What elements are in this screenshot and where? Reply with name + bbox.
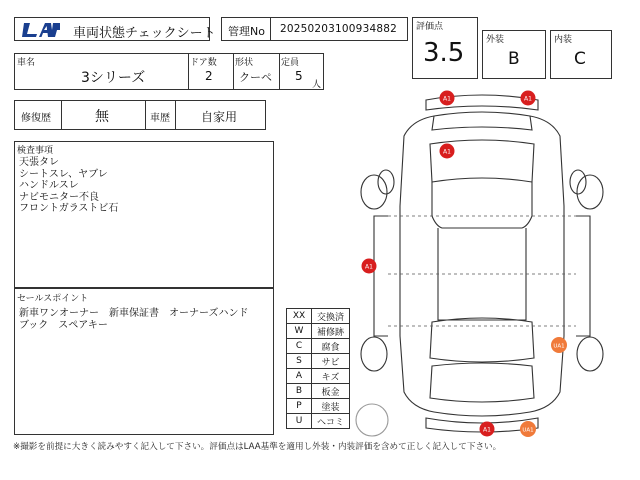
legend-code: S <box>287 354 312 369</box>
body-type-label: 形状 <box>235 58 254 68</box>
management-label: 管理No <box>228 25 265 38</box>
inspection-item: 天張タレ <box>19 157 59 168</box>
damage-marker <box>480 422 495 437</box>
legend-label: 板金 <box>312 384 350 399</box>
legend-label: ヘコミ <box>312 414 350 429</box>
sales-points-title: セールスポイント <box>17 294 89 304</box>
usage-value: 自家用 <box>201 110 238 124</box>
legend-label: キズ <box>312 369 350 384</box>
damage-marker <box>551 337 567 353</box>
body-type-value: クーペ <box>239 71 272 84</box>
score-value: 3.5 <box>423 38 465 68</box>
legend-code: A <box>287 369 312 384</box>
inspection-item: ハンドルスレ <box>19 180 79 191</box>
svg-text:A1: A1 <box>524 95 532 103</box>
svg-text:A1: A1 <box>443 95 451 103</box>
legend-code: XX <box>287 309 312 324</box>
inspection-item: シートスレ、ヤブレ <box>19 168 108 180</box>
capacity-label: 定員 <box>281 58 300 68</box>
inspection-item: ナビモニター不良 <box>19 191 99 203</box>
svg-text:UA1: UA1 <box>553 343 565 350</box>
legend-label: サビ <box>312 354 350 369</box>
repair-label: 修復歴 <box>21 113 51 124</box>
footer-note: ※撮影を前提に大きく読みやすく記入して下さい。評価点はLAA基準を適用し外装・内装評価を含めて正しく記入して下さい。 <box>13 442 502 452</box>
legend-code: B <box>287 384 312 399</box>
inspection-item: フロントガラストビ石 <box>19 203 119 214</box>
management-number: 20250203100934882 <box>280 23 397 35</box>
doors-value: 2 <box>205 69 213 83</box>
svg-text:A1: A1 <box>483 426 491 434</box>
inspection-title: 検査事項 <box>17 146 54 156</box>
exterior-value: B <box>508 49 520 69</box>
interior-label: 内装 <box>554 35 573 45</box>
legend-label: 補修跡 <box>312 324 350 339</box>
damage-marker <box>362 259 377 274</box>
capacity-unit: 人 <box>312 80 322 90</box>
usage-label: 車歴 <box>150 113 170 124</box>
damage-marker <box>521 91 536 106</box>
doors-label: ドア数 <box>190 58 217 68</box>
damage-marker <box>440 91 455 106</box>
sales-points-line: 新車ワンオーナー 新車保証書 オーナーズハンド <box>19 308 249 319</box>
score-label: 評価点 <box>416 22 444 32</box>
capacity-value: 5 <box>295 69 303 83</box>
interior-value: C <box>574 49 586 69</box>
car-name-value: 3シリーズ <box>81 70 146 86</box>
svg-text:A1: A1 <box>365 263 373 271</box>
legend-code: U <box>287 414 312 429</box>
svg-text:UA1: UA1 <box>522 427 534 434</box>
legend-label: 塗装 <box>312 399 350 414</box>
svg-text:A1: A1 <box>443 148 451 156</box>
sales-points-line: ブック スペアキー <box>19 320 108 331</box>
legend-code: W <box>287 324 312 339</box>
repair-value: 無 <box>95 109 109 125</box>
sheet-title: 車両状態チェックシート <box>73 26 216 41</box>
damage-marker <box>520 421 536 437</box>
exterior-label: 外装 <box>486 35 505 45</box>
damage-marker <box>440 144 455 159</box>
legend-label: 交換済 <box>312 309 350 324</box>
legend-code: C <box>287 339 312 354</box>
legend-label: 腐食 <box>312 339 350 354</box>
car-name-label: 車名 <box>17 58 36 68</box>
legend-code: P <box>287 399 312 414</box>
